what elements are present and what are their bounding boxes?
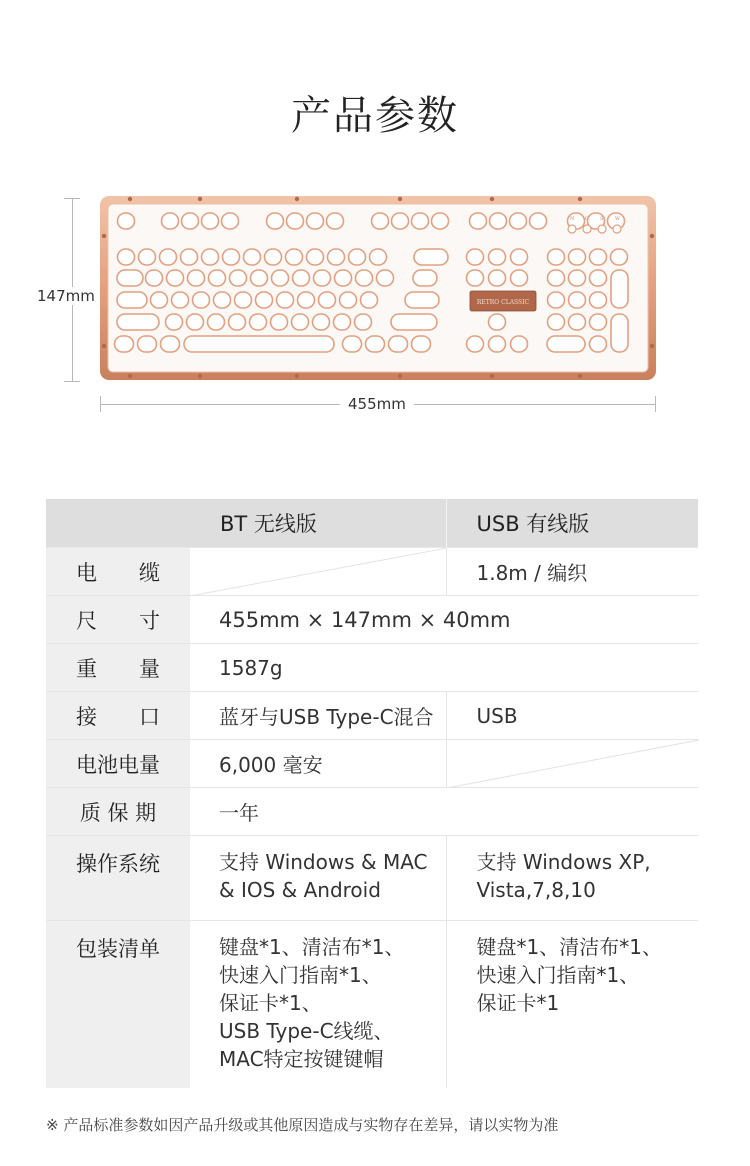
header-blank: [46, 499, 190, 548]
keycap: [590, 270, 607, 286]
indicator-letter: W: [615, 216, 621, 222]
cell-weight: 1587g: [190, 644, 698, 692]
keycap: [146, 270, 163, 286]
keycap: [391, 314, 437, 330]
indicator-light: [583, 225, 591, 233]
cell-cable-usb: 1.8m / 编织: [446, 548, 698, 596]
cell-line: 键盘*1、清洁布*1、: [476, 935, 662, 959]
header-col-usb-label: USB 有线版: [476, 512, 590, 536]
keycap: [267, 213, 284, 229]
cell-line: 保证卡*1: [476, 991, 560, 1015]
keycap: [611, 249, 628, 265]
cell-line: 键盘*1、清洁布*1、: [219, 935, 405, 959]
keycap: [307, 213, 324, 229]
screw-icon: [128, 197, 132, 201]
keycap: [230, 270, 247, 286]
width-dimension-tick-left: [100, 396, 101, 412]
keycap: [272, 270, 289, 286]
brand-plate-text: RETRO CLASSIC: [476, 299, 530, 306]
keyboard-image: [100, 196, 656, 380]
screw-icon: [578, 374, 582, 378]
keycap: [193, 292, 210, 308]
keycap: [222, 213, 239, 229]
keycap: [361, 292, 378, 308]
keycap: [590, 249, 607, 265]
table-row-size: [46, 596, 698, 644]
keycap: [229, 314, 246, 330]
keycap: [489, 336, 506, 352]
table-row-warranty: [46, 788, 698, 836]
keycap-tall: [611, 314, 628, 352]
keycap: [356, 270, 373, 286]
keycap: [250, 314, 267, 330]
keycap: [366, 336, 385, 352]
keycap: [489, 249, 506, 265]
keycap: [489, 314, 506, 330]
screw-icon: [198, 197, 202, 201]
cell-interface-bt: 蓝牙与USB Type-C混合: [190, 692, 446, 740]
cell-line: 快速入门指南*1、: [476, 963, 640, 987]
cell-size: [190, 596, 698, 644]
keycap: [182, 213, 199, 229]
keycap: [548, 314, 565, 330]
keycap: [467, 336, 484, 352]
keycap: [511, 249, 528, 265]
header-col-usb: [446, 499, 698, 548]
keyboard-illustration: [100, 196, 656, 380]
keycap: [412, 336, 431, 352]
keycap-tall: [611, 270, 628, 308]
cell-package-usb: [446, 921, 698, 1089]
keycap: [489, 270, 506, 286]
keycap: [467, 270, 484, 286]
cell-warranty: 一年: [190, 788, 698, 836]
cell-battery-bt: 6,000 毫安: [190, 740, 446, 788]
keycap: [511, 336, 528, 352]
keycap: [335, 270, 352, 286]
row-label: 尺 寸: [46, 596, 190, 644]
keycap: [298, 292, 315, 308]
keycap: [265, 249, 282, 265]
keycap: [244, 249, 261, 265]
keycap: [287, 213, 304, 229]
cell-os-bt: [190, 836, 446, 921]
cell-line: Vista,7,8,10: [476, 878, 596, 902]
cell-cable-bt-empty: [190, 548, 446, 596]
keycap: [412, 213, 429, 229]
keycap: [314, 270, 331, 286]
table-row-weight: [46, 644, 698, 692]
width-dimension-tick-right: [655, 396, 656, 412]
keycap: [432, 213, 449, 229]
keycap: [202, 249, 219, 265]
indicator-letter: S: [600, 216, 604, 222]
keycap: [208, 314, 225, 330]
header-col-bt-label: BT 无线版: [220, 512, 317, 536]
keycap: [547, 336, 585, 352]
table-row-cable: [46, 548, 698, 596]
screw-icon: [490, 374, 494, 378]
screw-icon: [295, 374, 299, 378]
indicator-light: [598, 225, 606, 233]
keycap: [569, 292, 586, 308]
diagonal-slash: [447, 740, 699, 788]
row-label: 电 缆: [46, 548, 190, 596]
screw-icon: [102, 344, 106, 348]
height-dimension-tick-bottom: [64, 381, 80, 382]
cell-package-bt: [190, 921, 446, 1089]
table-row-os: [46, 836, 698, 921]
keycap: [292, 314, 309, 330]
keycap: [117, 314, 159, 330]
spec-table: [46, 499, 698, 1088]
keycap: [413, 270, 437, 286]
indicator-letter: C: [585, 216, 589, 222]
keycap: [162, 213, 179, 229]
keycap: [188, 270, 205, 286]
cell-line: 快速入门指南*1、: [219, 963, 382, 987]
keycap: [118, 249, 135, 265]
screw-icon: [102, 234, 106, 238]
keycap: [187, 314, 204, 330]
cell-battery-usb-empty: [446, 740, 698, 788]
keycap: [548, 249, 565, 265]
keycap: [370, 249, 387, 265]
keycap: [590, 314, 607, 330]
keycap: [470, 213, 487, 229]
screw-icon: [398, 197, 402, 201]
keycap: [405, 292, 439, 308]
screw-icon: [295, 197, 299, 201]
keycap: [161, 336, 180, 352]
keycap: [569, 314, 586, 330]
keycap: [327, 213, 344, 229]
table-row-interface: [46, 692, 698, 740]
diagonal-slash: [190, 548, 447, 596]
keycap: [349, 249, 366, 265]
cell-size-text: 455mm × 147mm × 40mm: [219, 607, 511, 632]
keycap: [209, 270, 226, 286]
keycap: [235, 292, 252, 308]
keycap: [167, 270, 184, 286]
row-label: 操作系统: [46, 836, 190, 921]
keycap: [293, 270, 310, 286]
keycap: [334, 314, 351, 330]
cell-line: USB Type-C线缆、: [219, 1019, 394, 1043]
keycap: [343, 336, 362, 352]
keycap: [548, 292, 565, 308]
keycap: [271, 314, 288, 330]
row-label: 包装清单: [46, 921, 190, 1089]
keycap: [202, 213, 219, 229]
keycap: [490, 213, 507, 229]
keycap: [151, 292, 168, 308]
keycap: [172, 292, 189, 308]
cell-line: & IOS & Android: [219, 878, 381, 902]
keycap: [372, 213, 389, 229]
keycap: [117, 270, 143, 286]
keycap: [392, 213, 409, 229]
table-row-package: [46, 921, 698, 1089]
keycap: [118, 213, 135, 229]
row-label: 电池电量: [46, 740, 190, 788]
cell-line: MAC特定按键键帽: [219, 1047, 384, 1071]
keycap: [214, 292, 231, 308]
keycap: [530, 213, 547, 229]
keycap: [389, 336, 408, 352]
page-title: 产品参数: [291, 93, 459, 139]
cell-line: 保证卡*1、: [219, 991, 322, 1015]
keycap: [139, 249, 156, 265]
keycap: [223, 249, 240, 265]
keycap: [569, 249, 586, 265]
indicator-light: [568, 225, 576, 233]
screw-icon: [650, 344, 654, 348]
keycap: [256, 292, 273, 308]
height-dimension-label: 147mm: [37, 287, 95, 305]
keycap: [166, 314, 183, 330]
screw-icon: [490, 197, 494, 201]
keycap: [286, 249, 303, 265]
keycap: [340, 292, 357, 308]
row-label: 质 保 期: [46, 788, 190, 836]
keycap: [548, 270, 565, 286]
keycap: [138, 336, 157, 352]
screw-icon: [578, 197, 582, 201]
row-label: 重 量: [46, 644, 190, 692]
keycap: [590, 336, 607, 352]
keycap: [377, 270, 394, 286]
keycap: [590, 292, 607, 308]
keycap: [328, 249, 345, 265]
keycap: [355, 314, 372, 330]
keycap: [467, 249, 484, 265]
cell-interface-usb: USB: [446, 692, 698, 740]
keycap: [319, 292, 336, 308]
header-col-bt: [190, 499, 446, 548]
indicator-light: [613, 225, 621, 233]
keycap: [115, 336, 134, 352]
screw-icon: [128, 374, 132, 378]
keycap: [510, 213, 527, 229]
keycap: [414, 249, 448, 265]
screw-icon: [650, 234, 654, 238]
footnote: ※ 产品标准参数如因产品升级或其他原因造成与实物存在差异，请以实物为准: [46, 1116, 559, 1134]
cell-line: 支持 Windows XP,: [476, 850, 651, 874]
keycap: [511, 270, 528, 286]
indicator-letter: N: [570, 216, 575, 222]
keycap: [307, 249, 324, 265]
keycap: [184, 336, 334, 352]
height-dimension-tick-top: [64, 198, 80, 199]
keycap: [160, 249, 177, 265]
keycap: [251, 270, 268, 286]
screw-icon: [398, 374, 402, 378]
keycap: [277, 292, 294, 308]
keycap: [569, 270, 586, 286]
keycap: [313, 314, 330, 330]
cell-line: 支持 Windows & MAC: [219, 850, 428, 874]
keycap: [117, 292, 147, 308]
width-dimension-label: 455mm: [340, 395, 414, 413]
spec-table-header: [46, 499, 698, 548]
cell-os-usb: [446, 836, 698, 921]
keycap: [181, 249, 198, 265]
row-label: 接 口: [46, 692, 190, 740]
screw-icon: [198, 374, 202, 378]
table-row-battery: [46, 740, 698, 788]
